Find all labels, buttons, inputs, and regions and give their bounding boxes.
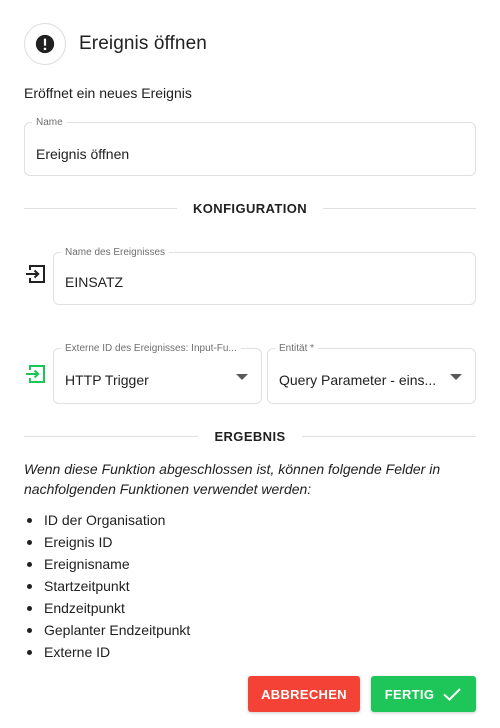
entity-select[interactable] bbox=[267, 343, 476, 404]
cancel-button[interactable] bbox=[248, 676, 360, 712]
configuration-heading: KONFIGURATION bbox=[193, 200, 308, 216]
check-icon bbox=[442, 686, 462, 702]
external-id-label: Externe ID des Ereignisses: Input-Fu... bbox=[61, 342, 241, 355]
list-item: Ereignisname bbox=[24, 553, 190, 575]
cancel-button-label: ABBRECHEN bbox=[261, 686, 347, 702]
dialog-header bbox=[24, 23, 207, 65]
done-button-label: FERTIG bbox=[384, 686, 435, 702]
list-item: Externe ID bbox=[24, 641, 190, 663]
entity-label: Entität * bbox=[275, 342, 318, 355]
list-item: Geplanter Endzeitpunkt bbox=[24, 619, 190, 641]
configuration-divider bbox=[24, 200, 476, 216]
result-divider bbox=[24, 428, 476, 444]
name-field[interactable] bbox=[24, 117, 476, 176]
event-name-value: EINSATZ bbox=[65, 274, 124, 290]
chevron-down-icon bbox=[450, 374, 462, 380]
dialog-description: Eröffnet ein neues Ereignis bbox=[24, 85, 192, 101]
name-field-value: Ereignis öffnen bbox=[36, 146, 130, 162]
entity-value: Query Parameter - eins... bbox=[279, 372, 437, 388]
event-name-field[interactable] bbox=[53, 247, 476, 305]
name-field-label: Name bbox=[32, 116, 67, 129]
done-button[interactable] bbox=[371, 676, 476, 712]
dialog-title: Ereignis öffnen bbox=[79, 33, 207, 54]
list-item: Startzeitpunkt bbox=[24, 575, 190, 597]
result-description: Wenn diese Funktion abgeschlossen ist, können folgende Felder in nachfolgenden Funktionen verwendet werden: bbox=[24, 461, 441, 497]
list-item: Endzeitpunkt bbox=[24, 597, 190, 619]
external-id-select[interactable] bbox=[53, 343, 262, 404]
result-heading: ERGEBNIS bbox=[214, 428, 286, 444]
event-name-label: Name des Ereignisses bbox=[61, 246, 169, 259]
input-arrow-icon bbox=[23, 262, 47, 286]
chevron-down-icon bbox=[236, 374, 248, 380]
alert-circle-icon bbox=[24, 23, 66, 65]
result-list bbox=[24, 509, 190, 663]
list-item: Ereignis ID bbox=[24, 531, 190, 553]
external-id-value: HTTP Trigger bbox=[65, 372, 149, 388]
list-item: ID der Organisation bbox=[24, 509, 190, 531]
input-arrow-icon bbox=[23, 362, 47, 386]
